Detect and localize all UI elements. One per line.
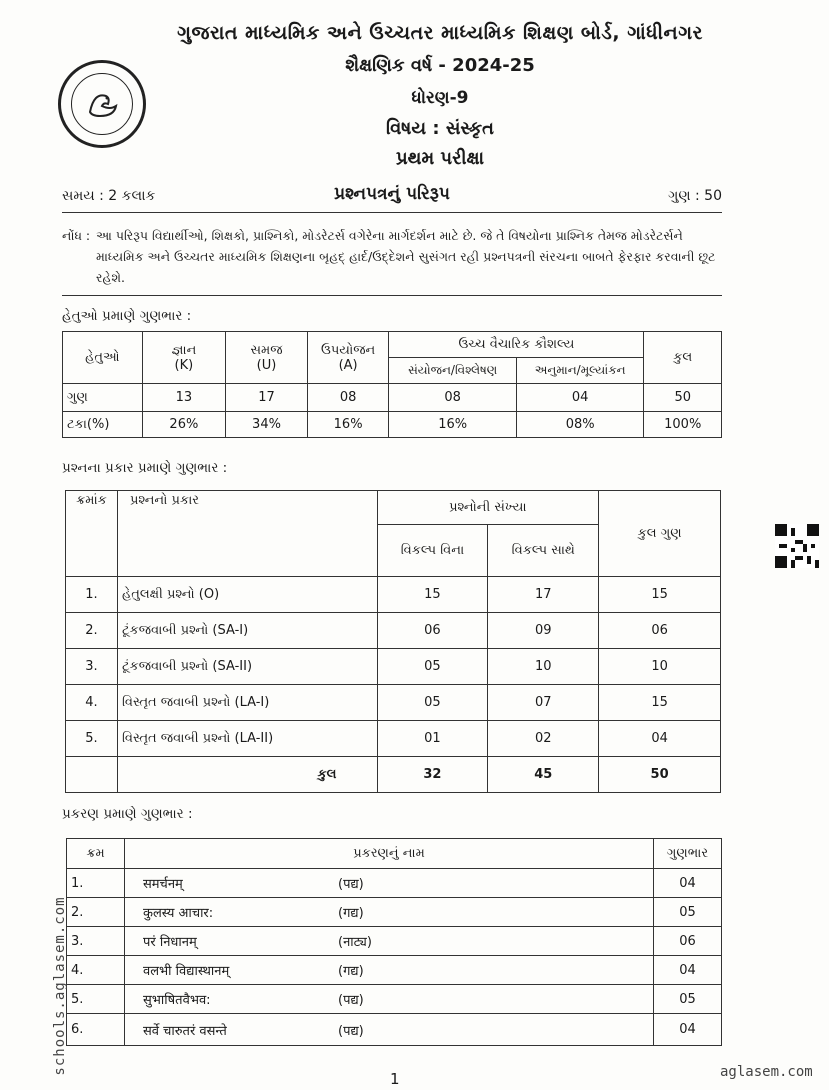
cell-marks: 15	[599, 685, 721, 721]
cell-sr: 5.	[66, 721, 118, 757]
cell-weight: 06	[654, 927, 722, 956]
cell-type: હેતુલક્ષી પ્રશ્નો (O)	[117, 577, 377, 613]
cell-total: 100%	[644, 412, 722, 438]
total-label: કુલ	[117, 757, 377, 793]
cell-type: ટૂંકજવાબી પ્રશ્નો (SA-II)	[117, 649, 377, 685]
cell-chapter	[125, 927, 654, 956]
cell-with: 02	[488, 721, 599, 757]
header-hots: ઉચ્ચ વૈચારિક કૌશલ્ય	[389, 332, 644, 358]
cell-weight: 05	[654, 898, 722, 927]
exam-name: પ્રથમ પરીક્ષા	[395, 148, 485, 169]
cell-marks: 10	[599, 649, 721, 685]
cell-k: 13	[142, 384, 226, 412]
cell-sr: 1.	[66, 577, 118, 613]
cell-marks: 15	[599, 577, 721, 613]
chapter-type: (गद्य)	[338, 906, 364, 921]
cell-weight: 04	[654, 869, 722, 898]
cell-marks: 04	[599, 721, 721, 757]
cell-chapter	[125, 869, 654, 898]
table-row	[67, 898, 722, 927]
total-without: 32	[377, 757, 488, 793]
cell-sr: 3.	[66, 649, 118, 685]
table-row	[66, 721, 721, 757]
cell-chapter	[125, 898, 654, 927]
chapter-type: (पद्य)	[338, 877, 364, 892]
application-code: (A)	[338, 357, 358, 373]
table-row	[67, 927, 722, 956]
header-synthesis: સંયોજન/વિશ્લેષણ	[389, 358, 517, 384]
cell-a: 16%	[307, 412, 389, 438]
qr-code	[775, 524, 819, 568]
understanding-code: (U)	[256, 357, 277, 373]
cell-e: 08%	[516, 412, 644, 438]
note-text: આ પરિરૂપ વિદ્યાર્થીઓ, શિક્ષકો, પ્રાશ્નિકો, મોડરેટર્સ વગેરેના માર્ગદર્શન માટે છે. જે તે વિષયોના પ્રાશ્નિક તેમજ મોડરેટર્સને માધ્યમિક અને ઉચ્ચતર માધ્યમિક શિક્ષણના બૃહદ્ હાર્દ/ઉદ્દેશને સુસંગત રહી પ્રશ્નપત્રની સંરચના બાબતે ફેરફાર કરવાની છૂટ રહેશે.	[96, 228, 716, 285]
chapter-type: (पद्य)	[338, 1023, 364, 1039]
cell-with: 17	[488, 577, 599, 613]
objectives-title: હેતુઓ પ્રમાણે ગુણભાર :	[62, 308, 192, 324]
cell-without: 05	[377, 685, 488, 721]
chapter-name: कुलस्य आचार:	[143, 906, 214, 921]
objectives-table	[62, 331, 722, 438]
table-row	[66, 685, 721, 721]
chapter-type: (गद्य)	[338, 964, 364, 979]
chapters-title: પ્રકરણ પ્રમાણે ગુણભાર :	[62, 806, 193, 822]
cell-sr: 3.	[67, 927, 125, 956]
subject: વિષય : સંસ્કૃત	[386, 118, 494, 139]
chapter-name: समर्चनम्	[143, 877, 183, 892]
header-objective: હેતુઓ	[63, 332, 143, 384]
header-evaluation: અનુમાન/મૂલ્યાંકન	[516, 358, 644, 384]
cell-weight: 04	[654, 1014, 722, 1046]
cell-without: 15	[377, 577, 488, 613]
row-label: ગુણ	[63, 384, 143, 412]
header-knowledge	[142, 332, 226, 384]
chapter-name: सर्वे चारुतरं वसन्ते	[143, 1023, 227, 1039]
cell-sr: 2.	[67, 898, 125, 927]
cell-sr: 6.	[67, 1014, 125, 1046]
cell-without: 06	[377, 613, 488, 649]
cell-sr: 4.	[66, 685, 118, 721]
cell-weight: 05	[654, 985, 722, 1014]
cell-a: 08	[307, 384, 389, 412]
table-row	[67, 985, 722, 1014]
academic-year: શૈક્ષણિક વર્ષ - 2024-25	[345, 55, 535, 76]
cell-k: 26%	[142, 412, 226, 438]
exam-time: સમય : 2 કલાક	[62, 188, 156, 204]
table-row	[66, 577, 721, 613]
chapter-name: वलभी विद्यास्थानम्	[143, 964, 230, 979]
understanding-label: સમજ	[250, 342, 283, 358]
table-row	[66, 613, 721, 649]
total-marks-cell: 50	[599, 757, 721, 793]
board-name: ગુજરાત માધ્યમિક અને ઉચ્ચતર માધ્યમિક શિક્ષણ બોર્ડ, ગાંધીનગર	[177, 22, 703, 44]
question-types-table	[65, 490, 721, 793]
total-with: 45	[488, 757, 599, 793]
divider-top	[62, 212, 722, 213]
divider-note	[62, 295, 722, 296]
header-total-marks: કુલ ગુણ	[599, 491, 721, 577]
cell-s: 16%	[389, 412, 517, 438]
cell-weight: 04	[654, 956, 722, 985]
page-number: 1	[390, 1070, 400, 1088]
watermark: aglasem.com	[720, 1064, 813, 1080]
cell-u: 17	[226, 384, 308, 412]
blueprint-title: પ્રશ્નપત્રનું પરિરૂપ	[334, 184, 450, 204]
header-sr: ક્રમ	[67, 839, 125, 869]
cell-total: 50	[644, 384, 722, 412]
header-without-option: વિકલ્પ વિના	[377, 525, 488, 577]
cell-with: 10	[488, 649, 599, 685]
chapter-name: परं निधानम्	[143, 935, 197, 950]
cell-sr: 2.	[66, 613, 118, 649]
cell-chapter	[125, 956, 654, 985]
side-watermark: schools.aglasem.com	[52, 896, 68, 1076]
cell-sr: 1.	[67, 869, 125, 898]
header-total: કુલ	[644, 332, 722, 384]
table-row	[63, 412, 722, 438]
cell-empty	[66, 757, 118, 793]
qtypes-title: પ્રશ્નના પ્રકાર પ્રમાણે ગુણભાર :	[62, 460, 228, 476]
cell-without: 05	[377, 649, 488, 685]
cell-type: ટૂંકજવાબી પ્રશ્નો (SA-I)	[117, 613, 377, 649]
cell-with: 07	[488, 685, 599, 721]
cell-u: 34%	[226, 412, 308, 438]
cell-chapter	[125, 985, 654, 1014]
header-application	[307, 332, 389, 384]
row-label: ટકા(%)	[63, 412, 143, 438]
cell-with: 09	[488, 613, 599, 649]
cell-marks: 06	[599, 613, 721, 649]
application-label: ઉપયોજન	[321, 342, 376, 358]
cell-sr: 4.	[67, 956, 125, 985]
chapter-type: (पद्य)	[338, 993, 364, 1008]
knowledge-label: જ્ઞાન	[171, 342, 197, 358]
header-with-option: વિકલ્પ સાથે	[488, 525, 599, 577]
cell-sr: 5.	[67, 985, 125, 1014]
cell-chapter	[125, 1014, 654, 1046]
total-row	[66, 757, 721, 793]
table-row	[67, 956, 722, 985]
note-label: નોંધ :	[62, 228, 91, 243]
chapters-table	[66, 838, 722, 1046]
cell-type: વિસ્તૃત જવાબી પ્રશ્નો (LA-II)	[117, 721, 377, 757]
chapter-type: (नाट्य)	[338, 935, 372, 950]
header-count: પ્રશ્નોની સંખ્યા	[377, 491, 599, 525]
cell-without: 01	[377, 721, 488, 757]
header-chapter-name: પ્રકરણનું નામ	[125, 839, 654, 869]
chapter-name: सुभाषितवैभव:	[143, 993, 211, 1008]
header-understanding	[226, 332, 308, 384]
header-type: પ્રશ્નનો પ્રકાર	[117, 491, 377, 577]
meta-row	[62, 184, 722, 208]
cell-e: 04	[516, 384, 644, 412]
header-sr: ક્રમાંક	[66, 491, 118, 577]
cell-type: વિસ્તૃત જવાબી પ્રશ્નો (LA-I)	[117, 685, 377, 721]
table-row	[66, 649, 721, 685]
total-marks: ગુણ : 50	[668, 188, 722, 204]
knowledge-code: (K)	[174, 357, 194, 373]
standard: ધોરણ-9	[411, 88, 469, 108]
cell-s: 08	[389, 384, 517, 412]
header-weight: ગુણભાર	[654, 839, 722, 869]
table-row	[67, 1014, 722, 1046]
table-row	[63, 384, 722, 412]
table-row	[67, 869, 722, 898]
